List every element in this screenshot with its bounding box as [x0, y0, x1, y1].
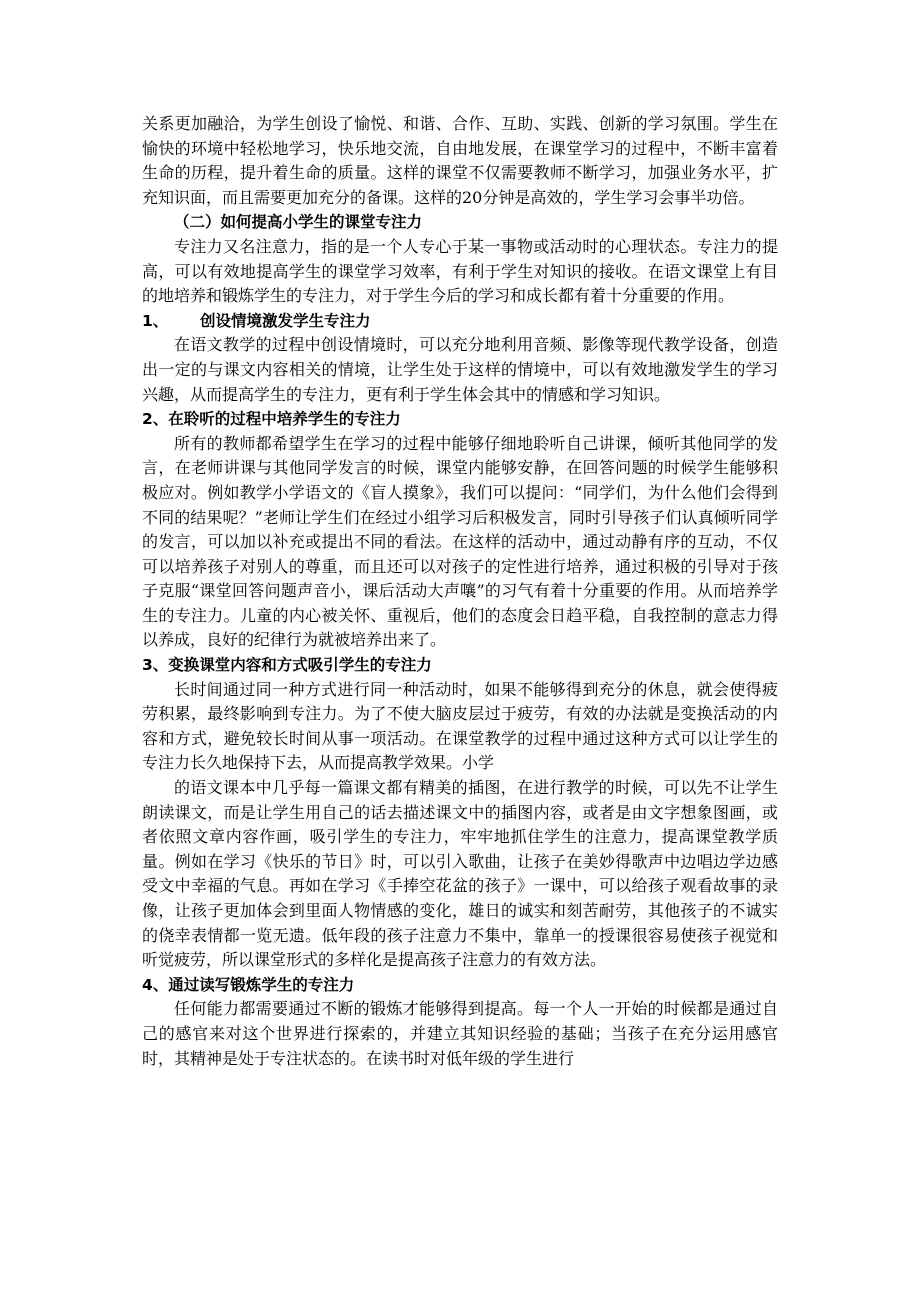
- subheading-1: [142, 309, 778, 334]
- subheading-text: 创设情境激发学生专注力: [200, 311, 371, 330]
- subheading-4: 4、通过读写锻炼学生的专注力: [142, 975, 355, 994]
- paragraph-variation: 长时间通过同一种方式进行同一种活动时，如果不能够得到充分的休息，就会使得疲劳积累，最终影响到专注力。为了不使大脑皮层过于疲劳，有效的办法就是变换活动的内容和方式，避免较长时间从事一项活动。在课堂教学的过程中通过这种方式可以让学生的专注力长久地保持下去，从而提高教学效果。小学: [142, 679, 778, 773]
- section-heading: （二）如何提高小学生的课堂专注力: [174, 213, 423, 232]
- subheading-2: 2、在聆听的过程中培养学生的专注力: [142, 410, 401, 429]
- paragraph-situation: 在语文教学的过程中创设情境时，可以充分地利用音频、影像等现代教学设备，创造出一定的与课文内容相关的情境，让学生处于这样的情境中，可以有效地激发学生的学习兴趣，从而提高学生的专注力，更有利于学生体会其中的情感和学习知识。: [142, 335, 778, 404]
- subheading-3: 3、变换课堂内容和方式吸引学生的专注力: [142, 656, 432, 675]
- paragraph-listening: 所有的教师都希望学生在学习的过程中能够仔细地聆听自己讲课，倾听其他同学的发言，在老师讲课与其他同学发言的时候，课堂内能够安静，在回答问题的时候学生能够积极应对。例如教学小学语文的《盲人摸象》，我们可以提问：“同学们，为什么他们会得到不同的结果呢？”老师让学生们在经过小组学习后积极发言，同时引导孩子们认真倾听同学的发言，可以加以补充或提出不同的看法。在这样的活动中，通过动静有序的互动，不仅可以培养孩子对别人的尊重，而且还可以对孩子的定性进行培养，通过积极的引导对于孩子克服“课堂回答问题声音小，课后活动大声嚷”的习气有着十分重要的作用。从而培养学生的专注力。儿童的内心被关怀、重视后，他们的态度会日趋平稳，自我控制的意志力得以养成，良好的纪律行为就被培养出来了。: [142, 433, 778, 650]
- subheading-number: 1、: [142, 311, 169, 330]
- paragraph-definition: 专注力又名注意力，指的是一个人专心于某一事物或活动时的心理状态。专注力的提高，可以有效地提高学生的课堂学习效率，有利于学生对知识的接收。在语文课堂上有目的地培养和锻炼学生的专注力，对于学生今后的学习和成长都有着十分重要的作用。: [142, 236, 778, 306]
- paragraph-intro: 关系更加融洽，为学生创设了愉悦、和谐、合作、互助、实践、创新的学习氛围。学生在愉快的环境中轻松地学习，快乐地交流，自由地发展，在课堂学习的过程中，不断丰富着生命的历程，提升着生命的质量。这样的课堂不仅需要教师不断学习，加强业务水平，扩充知识面，而且需要更加充分的备课。这样的20分钟是高效的，学生学习会事半功倍。: [142, 114, 778, 207]
- paragraph-illustrations: 的语文课本中几乎每一篇课文都有精美的插图，在进行教学的时候，可以先不让学生朗读课文，而是让学生用自己的话去描述课文中的插图内容，或者是由文字想象图画，或者依照文章内容作画，吸引学生的专注力，牢牢地抓住学生的注意力，提高课堂教学质量。例如在学习《快乐的节日》时，可以引入歌曲，让孩子在美妙得歌声中边唱边学边感受文中幸福的气息。再如在学习《手捧空花盆的孩子》一课中，可以给孩子观看故事的录像，让孩子更加体会到里面人物情感的变化，雄日的诚实和刻苦耐劳，其他孩子的不诚实的侥幸表情都一览无遗。低年段的孩子注意力不集中，靠单一的授课很容易使孩子视觉和听觉疲劳，所以课堂形式的多样化是提高孩子注意力的有效方法。: [142, 778, 778, 970]
- paragraph-reading: 任何能力都需要通过不断的锻炼才能够得到提高。每一个人一开始的时候都是通过自己的感官来对这个世界进行探索的，并建立其知识经验的基础；当孩子在充分运用感官时，其精神是处于专注状态的。在读书时对低年级的学生进行: [142, 999, 778, 1068]
